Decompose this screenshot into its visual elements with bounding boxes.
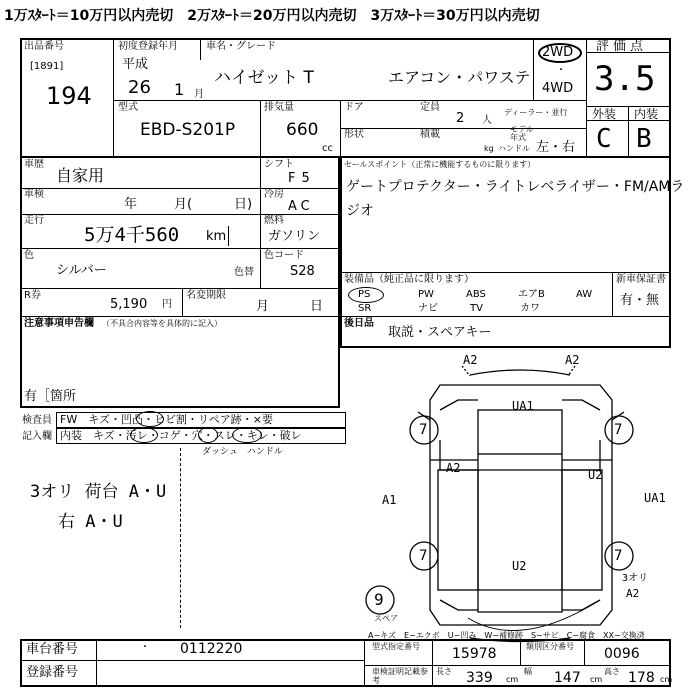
capacity-value: 2 <box>456 111 465 126</box>
displacement-unit: cc <box>322 143 333 154</box>
handwritten-line1: 3オリ 荷台 A・U <box>30 482 167 502</box>
model-label: 型式 <box>118 102 138 113</box>
equipment-label: 装備品（純正品に限ります） <box>344 274 474 285</box>
mark-oriori: 3オリ <box>622 573 649 584</box>
warranty-label: 新車保証書 <box>616 274 666 285</box>
recycle-fee: 5,190 <box>110 297 148 312</box>
type-designation: 15978 <box>452 646 497 662</box>
inspector-label1: 検査員 <box>22 415 52 426</box>
name-change-day: 日 <box>310 299 324 314</box>
mark-u2-rear: U2 <box>512 559 527 573</box>
shape-label: 形状 <box>344 129 364 140</box>
legend: A−キズ E−エクボ U−凹み W−補修跡 S−サビ C−腐食 XX−交換済 <box>368 631 645 640</box>
category-number: 0096 <box>604 646 640 662</box>
banner-text: 1万ｽﾀｰﾄ＝10万円以内売切 2万ｽﾀｰﾄ＝20万円以内売切 3万ｽﾀｰﾄ＝30万円以内売切 <box>4 8 540 24</box>
equip-sr: SR <box>358 303 372 314</box>
attached-label: 後日品 <box>344 318 374 329</box>
mileage-label: 走行 <box>24 215 44 226</box>
recycle-label: R券 <box>24 290 41 301</box>
repair-history: 有［箇所 <box>24 389 77 404</box>
length-value: 339 <box>466 670 493 686</box>
usage-label: 車歴 <box>24 159 44 170</box>
category-label: 類別区分番号 <box>526 642 574 651</box>
displacement-value: 660 <box>286 120 319 140</box>
sales-point-line1: ゲートプロテクター・ライトレベライザー・FM/AMラ <box>346 179 685 195</box>
mark-a2-top-left: A2 <box>463 353 478 367</box>
shift-value: F5 <box>288 171 316 186</box>
name-change-label: 名変期限 <box>186 290 226 301</box>
height-value: 178 <box>628 670 655 686</box>
registration-number-label: 登録番号 <box>26 665 79 680</box>
color-value: シルバー <box>56 263 107 278</box>
color-code-value: S28 <box>290 264 315 279</box>
recycle-unit: 円 <box>162 299 172 310</box>
inspection-year: 年 <box>124 197 138 212</box>
drive-dot: ・ <box>556 65 566 76</box>
mark-a2-middle: A2 <box>446 461 461 475</box>
fuel-label: 燃料 <box>264 215 284 226</box>
mark-7-fl: 7 <box>419 422 428 438</box>
usage-value: 自家用 <box>56 166 105 185</box>
registration-label: 初度登録年月 <box>118 41 178 52</box>
lot-sub-code: [1891] <box>30 61 64 72</box>
mark-ua1-top: UA1 <box>512 399 534 413</box>
fuel-value: ガソリン <box>268 229 321 244</box>
equip-pw: PW <box>418 289 434 300</box>
drive-4wd: 4WD <box>542 81 574 96</box>
mark-7-rl: 7 <box>419 548 428 564</box>
equip-tv: TV <box>470 303 483 314</box>
equip-leather: カワ <box>520 303 540 314</box>
mark-u2-right: U2 <box>588 468 603 482</box>
chassis-dot: ・ <box>140 642 150 653</box>
type-designation-label: 型式指定番号 <box>372 642 420 651</box>
notes-label: 注意事項申告欄 <box>24 318 94 329</box>
mark-ua1-right: UA1 <box>644 491 666 505</box>
dealer-label: ディーラー・並行 <box>504 108 568 117</box>
mark-a1-left: A1 <box>382 493 397 507</box>
evaluation-label: 評価点 <box>596 39 648 54</box>
model-value: EBD-S201P <box>140 120 236 140</box>
chassis-label: 車台番号 <box>26 642 79 657</box>
width-value: 147 <box>554 670 581 686</box>
car-name: ハイゼット T <box>214 68 314 88</box>
capacity-unit: 人 <box>482 115 492 126</box>
equip-airbag: エアB <box>518 289 545 300</box>
registration-era: 平成 <box>122 57 149 72</box>
mark-a2-top-right: A2 <box>565 353 580 367</box>
height-unit: cm <box>660 675 673 684</box>
color-code-label: 色コード <box>264 250 304 261</box>
handle-label: ハンドル <box>498 144 530 153</box>
car-name-label: 車名・グレード <box>206 41 276 52</box>
exterior-grade: C <box>596 124 612 154</box>
load-label: 積載 <box>420 129 440 140</box>
inspector-label2: 記入欄 <box>22 431 52 442</box>
mark-9-spare: 9 <box>374 590 384 609</box>
equip-ps: PS <box>358 289 371 300</box>
interior-grade: B <box>636 124 652 154</box>
exterior-label: 外装 <box>592 107 617 121</box>
mark-spare-label: スペア <box>374 614 398 623</box>
chassis-number: 0112220 <box>180 641 243 657</box>
car-grade: エアコン・パワステ <box>388 68 531 87</box>
registration-month: 1 <box>174 80 185 99</box>
color-no-label: 色替 <box>234 267 254 278</box>
sales-point-line2: ジオ <box>346 203 374 219</box>
mark-7-fr: 7 <box>614 422 623 438</box>
color-label: 色 <box>24 250 34 261</box>
doors-label: ドア <box>344 102 364 113</box>
equip-aw: AW <box>576 289 593 300</box>
width-label: 幅 <box>524 667 532 676</box>
notes-label-sub: （不具合内容等を具体的に記入） <box>102 319 222 328</box>
mileage-value: 5万4千560 <box>84 224 180 246</box>
mark-a2-rear: A2 <box>626 587 640 600</box>
aircon-label: 冷房 <box>264 189 284 200</box>
mileage-unit: km <box>206 229 227 244</box>
drive-2wd: 2WD <box>542 45 574 60</box>
inspector-row2: 内装 キズ・汚レ・コゲ・穴・スレ・キレ・破レ <box>60 429 302 442</box>
name-change-month: 月 <box>256 299 270 314</box>
displacement-label: 排気量 <box>264 102 294 113</box>
inspector-row1: FW キズ・凹凸・ヒビ割・リペア跡・×要 <box>60 413 273 426</box>
equip-abs: ABS <box>466 289 486 300</box>
inspection-month: 月( <box>174 197 193 212</box>
lot-number: 194 <box>46 82 92 110</box>
length-unit: cm <box>506 675 519 684</box>
mark-7-rr: 7 <box>614 548 623 564</box>
lot-label: 出品番号 <box>24 41 64 52</box>
warranty-value: 有・無 <box>620 293 660 308</box>
model-year-label: モデル年式 <box>510 125 534 142</box>
inspection-label: 車検 <box>24 189 44 200</box>
cert-label: 車検証明記載参考 <box>372 667 428 685</box>
handwritten-line2: 右 A・U <box>58 512 123 532</box>
width-unit: cm <box>590 675 603 684</box>
registration-month-unit: 月 <box>194 89 204 100</box>
evaluation-score: 3.5 <box>594 59 656 99</box>
sales-point-label: セールスポイント（正常に機能するものに限ります） <box>344 160 536 169</box>
handle-value: 左・右 <box>536 140 576 155</box>
kg-label: kg <box>484 144 494 153</box>
handwritten-top-note: ダッシュ ハンドル <box>202 447 283 457</box>
equip-navi: ナビ <box>418 303 438 314</box>
attached-value: 取説・スペアキー <box>388 325 492 340</box>
inspection-day: 日) <box>234 197 253 212</box>
shift-label: シフト <box>264 159 294 170</box>
registration-year: 26 <box>128 77 151 98</box>
aircon-value: AC <box>288 199 314 214</box>
length-label: 長さ <box>436 667 452 676</box>
interior-label: 内装 <box>634 107 659 121</box>
capacity-label: 定員 <box>420 102 440 113</box>
height-label: 高さ <box>604 667 620 676</box>
